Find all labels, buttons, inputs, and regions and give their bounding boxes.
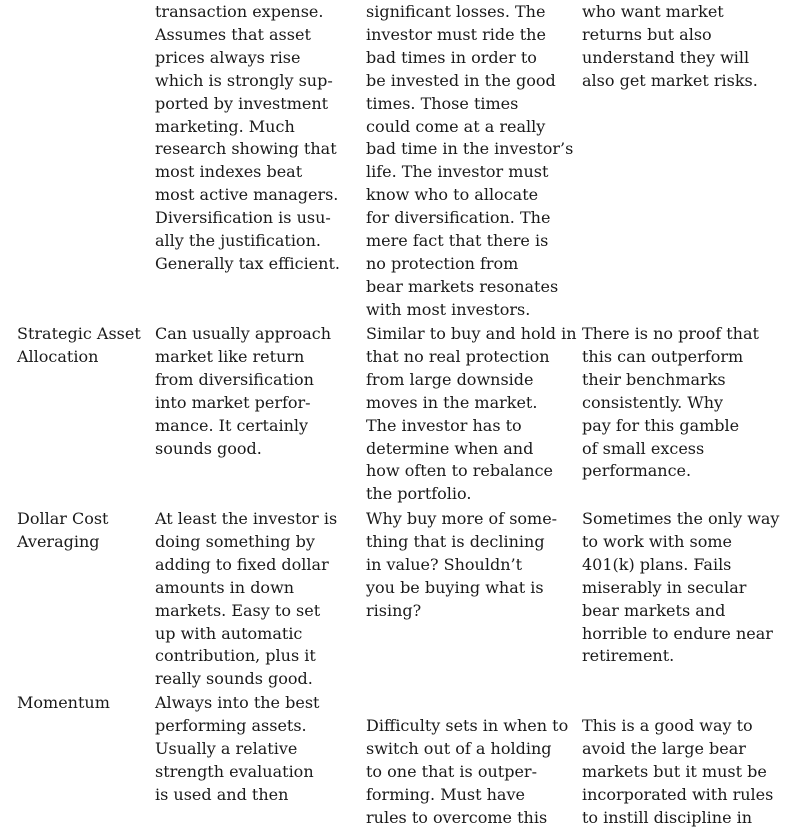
cell-line: could come at a really xyxy=(366,116,546,136)
cell-line: Difficulty sets in when to xyxy=(366,716,569,735)
cell-line: to work with some xyxy=(582,531,733,551)
cell-line: bear markets resonates xyxy=(366,276,559,296)
cell-line: Similar to buy and hold in xyxy=(366,324,577,343)
cell-line: moves in the market. xyxy=(366,392,538,412)
cell-line: strength evaluation xyxy=(155,761,314,781)
cell-line: performance. xyxy=(582,461,692,481)
cell-line: Can usually approach xyxy=(155,324,331,343)
cell-line: up with automatic xyxy=(155,623,303,643)
cell-line: market like return xyxy=(155,346,305,366)
cell-line: life. The investor must xyxy=(366,162,549,182)
cell-line: incorporated with rules xyxy=(582,784,774,804)
cell-line: this can outperform xyxy=(582,346,744,366)
cell-line: avoid the large bear xyxy=(582,738,746,758)
cell-line: returns but also xyxy=(582,24,712,44)
cell-line: you be buying what is xyxy=(366,577,544,597)
cell-line: that no real protection xyxy=(366,346,550,366)
cell-line: research showing that xyxy=(155,139,337,159)
cell-line: At least the investor is xyxy=(155,509,338,528)
row-1-strategy-label xyxy=(17,323,141,369)
cell-line: thing that is declining xyxy=(366,531,545,551)
cell-line: Strategic Asset xyxy=(17,324,141,343)
cell-line: bear markets and xyxy=(582,600,726,620)
cell-line: most active managers. xyxy=(155,185,339,205)
row-0-cons xyxy=(366,1,573,322)
cell-line: Averaging xyxy=(17,531,100,551)
row-1-notes xyxy=(582,323,759,483)
cell-line: retirement. xyxy=(582,646,675,666)
cell-line: Usually a relative xyxy=(155,738,298,758)
row-3-cons xyxy=(366,715,568,830)
row-2-strategy-label xyxy=(17,508,108,554)
cell-line: markets but it must be xyxy=(582,761,767,781)
cell-line: be invested in the good xyxy=(366,70,556,90)
cell-line: understand they will xyxy=(582,47,750,67)
row-2-cons xyxy=(366,508,557,623)
row-0-pros xyxy=(155,1,340,276)
cell-line: investor must ride the xyxy=(366,24,546,44)
row-3-strategy-label xyxy=(17,692,110,715)
cell-line: is used and then xyxy=(155,784,289,804)
cell-line: consistently. Why xyxy=(582,392,724,412)
cell-line: pay for this gamble xyxy=(582,415,740,435)
cell-line: to instill discipline in xyxy=(582,807,753,827)
cell-line: for diversification. The xyxy=(366,208,551,228)
cell-line: determine when and xyxy=(366,438,534,458)
cell-line: of small excess xyxy=(582,438,705,458)
row-3-pros xyxy=(155,692,319,807)
cell-line: Always into the best xyxy=(155,693,320,712)
cell-line: There is no proof that xyxy=(582,324,759,343)
cell-line: how often to rebalance xyxy=(366,461,553,481)
cell-line: Dollar Cost xyxy=(17,509,109,528)
cell-line: rising? xyxy=(366,600,422,620)
cell-line: amounts in down xyxy=(155,577,295,597)
cell-line: times. Those times xyxy=(366,93,519,113)
row-2-pros xyxy=(155,508,337,691)
cell-line: Why buy more of some- xyxy=(366,509,558,528)
cell-line: mere fact that there is xyxy=(366,231,549,251)
cell-line: doing something by xyxy=(155,531,315,551)
cell-line: to one that is outper- xyxy=(366,761,537,781)
cell-line: miserably in secular xyxy=(582,577,747,597)
cell-line: prices always rise xyxy=(155,47,301,67)
cell-line: Generally tax efficient. xyxy=(155,253,340,273)
cell-line: switch out of a holding xyxy=(366,738,552,758)
cell-line: mance. It certainly xyxy=(155,415,309,435)
cell-line: really sounds good. xyxy=(155,669,313,689)
cell-line: ally the justification. xyxy=(155,231,321,251)
cell-line: markets. Easy to set xyxy=(155,600,321,620)
cell-line: Diversification is usu- xyxy=(155,208,331,228)
cell-line: most indexes beat xyxy=(155,162,303,182)
cell-line: bad time in the investor’s xyxy=(366,139,574,159)
row-1-cons xyxy=(366,323,577,506)
cell-line: marketing. Much xyxy=(155,116,295,136)
cell-line: sounds good. xyxy=(155,438,262,458)
cell-line: transaction expense. xyxy=(155,2,324,21)
cell-line: The investor has to xyxy=(366,415,522,435)
cell-line: from diversification xyxy=(155,369,314,389)
cell-line: into market perfor- xyxy=(155,392,311,412)
row-1-pros xyxy=(155,323,331,460)
cell-line: forming. Must have xyxy=(366,784,525,804)
cell-line: horrible to endure near xyxy=(582,623,773,643)
cell-line: contribution, plus it xyxy=(155,646,316,666)
cell-line: which is strongly sup- xyxy=(155,70,333,90)
row-0-notes xyxy=(582,1,758,93)
cell-line: Momentum xyxy=(17,693,110,712)
cell-line: 401(k) plans. Fails xyxy=(582,554,732,574)
cell-line: no protection from xyxy=(366,253,519,273)
cell-line: the portfolio. xyxy=(366,484,472,504)
cell-line: bad times in order to xyxy=(366,47,537,67)
cell-line: performing assets. xyxy=(155,715,307,735)
cell-line: who want market xyxy=(582,2,724,21)
cell-line: their benchmarks xyxy=(582,369,726,389)
cell-line: Assumes that asset xyxy=(155,24,311,44)
cell-line: with most investors. xyxy=(366,299,531,319)
cell-line: in value? Shouldn’t xyxy=(366,554,523,574)
cell-line: know who to allocate xyxy=(366,185,539,205)
cell-line: Allocation xyxy=(17,346,99,366)
row-2-notes xyxy=(582,508,779,668)
cell-line: rules to overcome this xyxy=(366,807,548,827)
cell-line: significant losses. The xyxy=(366,2,546,21)
cell-line: This is a good way to xyxy=(582,716,753,735)
cell-line: also get market risks. xyxy=(582,70,758,90)
cell-line: ported by investment xyxy=(155,93,329,113)
row-3-notes xyxy=(582,715,773,830)
cell-line: adding to fixed dollar xyxy=(155,554,329,574)
cell-line: Sometimes the only way xyxy=(582,509,780,528)
cell-line: from large downside xyxy=(366,369,534,389)
